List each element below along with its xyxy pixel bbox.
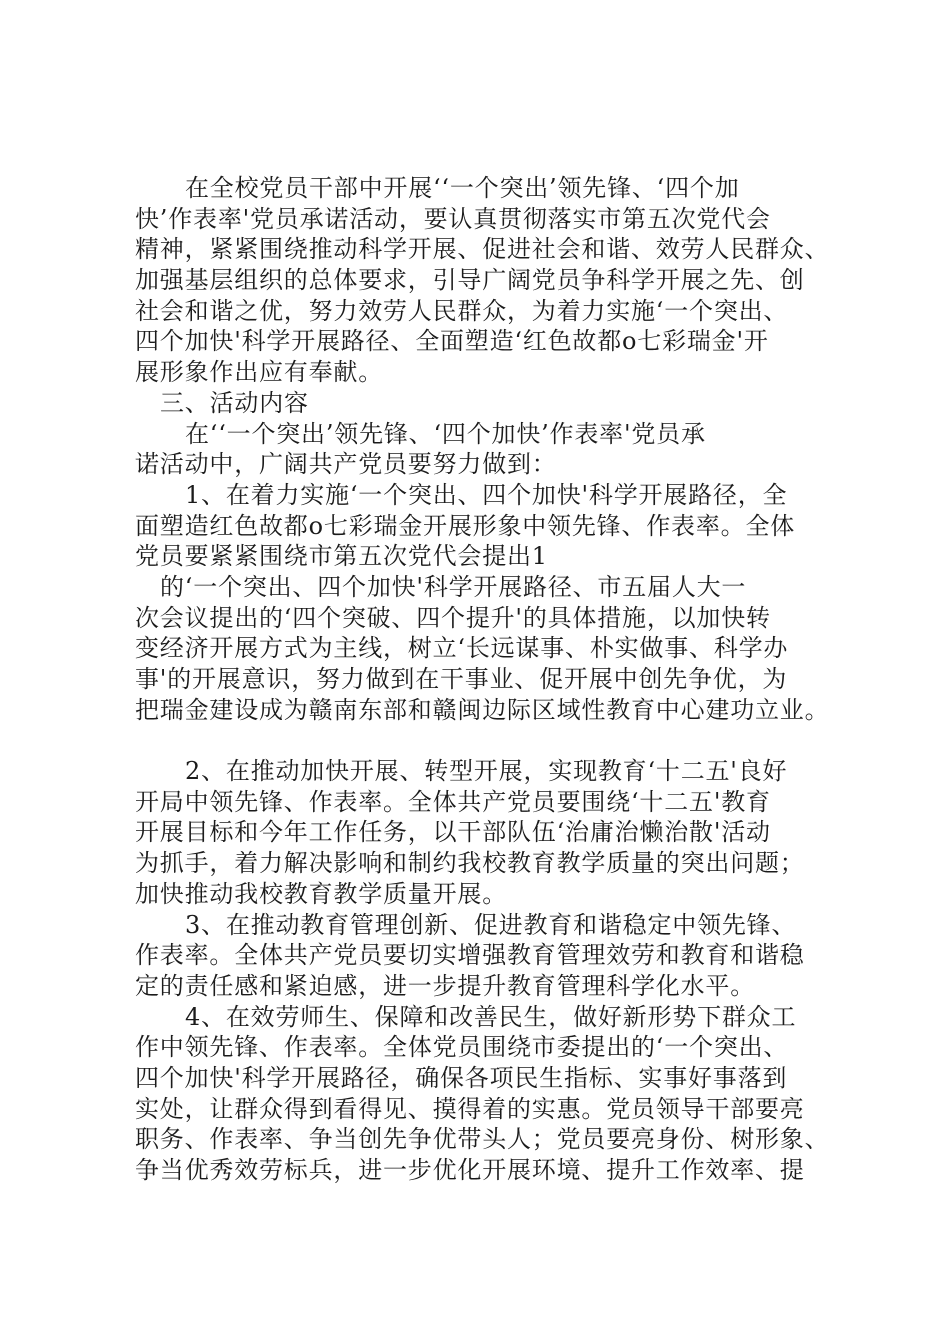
text-line: 作中领先锋、作表率。全体党员围绕市委提出的‘一个突出、 [135,1033,789,1062]
text-line: 把瑞金建设成为赣南东部和赣闽边际区域性教育中心建功立业。 [135,695,830,724]
text-line: 2、在推动加快开展、转型开展，实现教育‘十二五'良好 [185,757,788,786]
text-line: 定的责任感和紧迫感，进一步提升教育管理科学化水平。 [135,971,755,1000]
text-line: 作表率。全体共产党员要切实增强教育管理效劳和教育和谐稳 [135,941,805,970]
blank-line [135,725,895,756]
text-line: 实处，让群众得到看得见、摸得着的实惠。党员领导干部要亮 [135,1094,805,1123]
text-line: 开展目标和今年工作任务，以干部队伍‘治庸治懒治散'活动 [135,818,771,847]
text-line: 变经济开展方式为主线，树立‘长远谋事、朴实做事、科学办 [135,634,789,663]
text-line: 加强基层组织的总体要求，引导广阔党员争科学开展之先、创 [135,266,805,295]
text-line: 社会和谐之优，努力效劳人民群众，为着力实施‘一个突出、 [135,296,789,325]
text-line: 1、在着力实施‘一个突出、四个加快'科学开展路径，全 [185,480,788,509]
text-line: 党员要紧紧围绕市第五次党代会提出1 [135,542,548,571]
text-line: 展形象作出应有奉献。 [135,358,383,387]
text-line: 快’作表率'党员承诺活动，要认真贯彻落实市第五次党代会 [135,204,771,233]
text-line: 面塑造红色故都o七彩瑞金开展形象中领先锋、作表率。全体 [135,511,796,540]
text-line: 四个加快'科学开展路径，确保各项民生指标、实事好事落到 [135,1063,788,1092]
text-line: 的‘一个突出、四个加快'科学开展路径、市五届人大一 [160,572,747,601]
text-line: 次会议提出的‘四个突破、四个提升'的具体措施，以加快转 [135,603,771,632]
text-line: 职务、作表率、争当创先争优带头人；党员要亮身份、树形象、 [135,1125,830,1154]
text-line: 诺活动中，广阔共产党员要努力做到： [135,450,557,479]
text-line: 开局中领先锋、作表率。全体共产党员要围绕‘十二五'教育 [135,787,771,816]
text-line: 争当优秀效劳标兵，进一步优化开展环境、提升工作效率、提 [135,1156,805,1184]
text-line: 四个加快'科学开展路径、全面塑造‘红色故都o七彩瑞金'开 [135,327,769,356]
text-line: 为抓手，着力解决影响和制约我校教育教学质量的突出问题； [135,849,805,878]
text-line: 加快推动我校教育教学质量开展。 [135,879,507,908]
text-line: 在全校党员干部中开展‘‘一个突出’领先锋、‘四个加 [185,174,740,202]
section-heading: 三、活动内容 [160,388,309,417]
document-body [135,173,895,1186]
text-line: 事'的开展意识，努力做到在干事业、促开展中创先争优，为 [135,665,788,693]
text-line: 精神，紧紧围绕推动科学开展、促进社会和谐、效劳人民群众、 [135,235,830,264]
text-line: 在‘‘一个突出’领先锋、‘四个加快’作表率'党员承 [185,419,706,448]
text-line: 3、在推动教育管理创新、促进教育和谐稳定中领先锋、 [185,910,797,939]
text-line: 4、在效劳师生、保障和改善民生，做好新形势下群众工 [185,1002,797,1031]
